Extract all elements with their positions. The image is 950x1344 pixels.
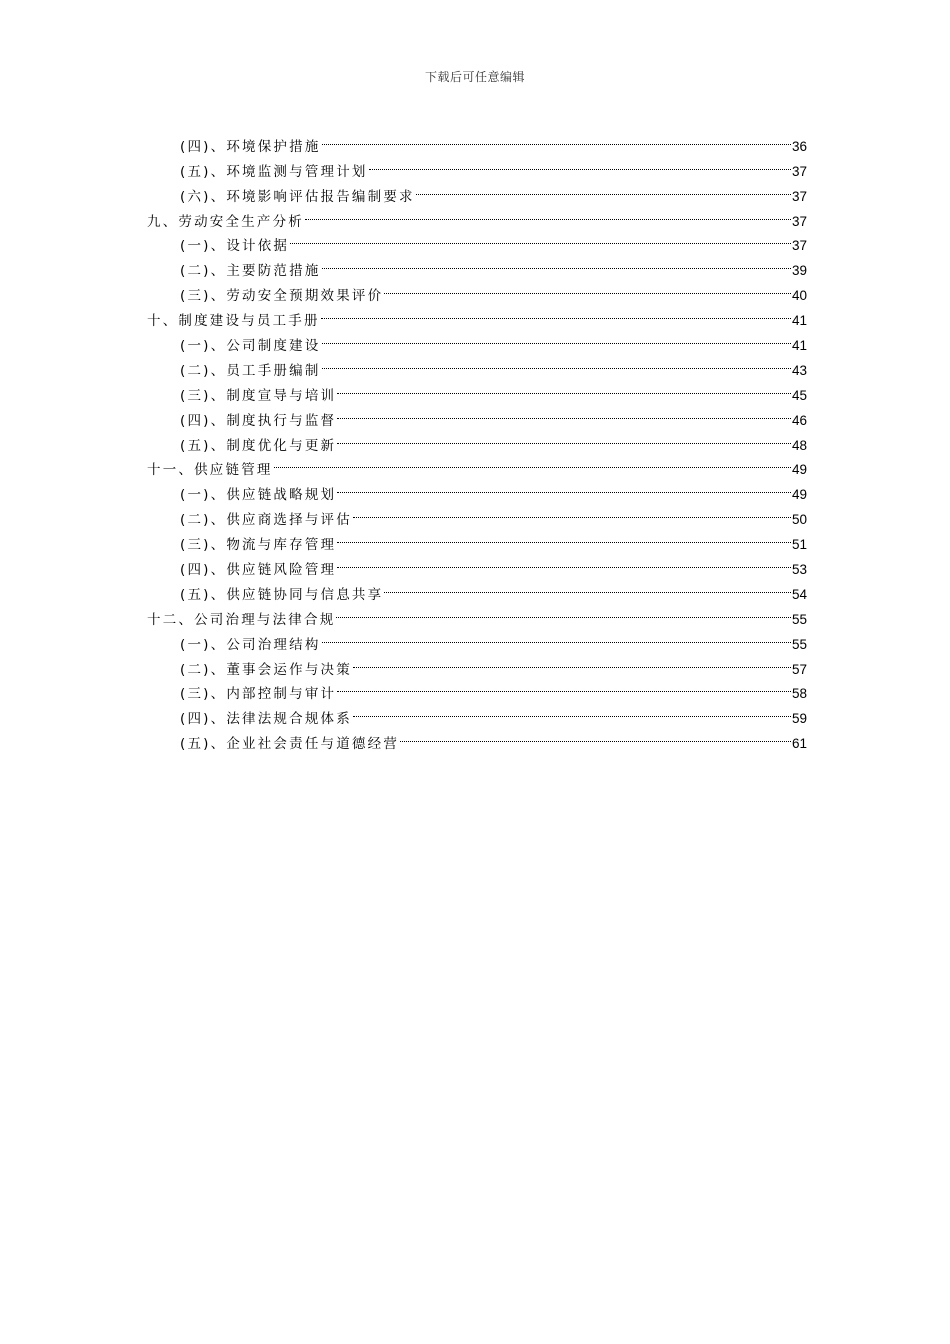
toc-entry-label: (五)、环境监测与管理计划 <box>180 163 368 180</box>
toc-entry-label: (五)、企业社会责任与道德经营 <box>180 736 400 753</box>
toc-dot-leader <box>305 201 791 226</box>
toc-entry-label: (二)、供应商选择与评估 <box>180 512 352 529</box>
toc-entry-page: 48 <box>791 437 807 453</box>
toc-entry-label: (一)、设计依据 <box>180 238 290 255</box>
toc-entry[interactable] <box>147 126 807 155</box>
toc-dot-leader <box>322 250 791 275</box>
toc-entry-label: (三)、物流与库存管理 <box>180 537 337 554</box>
toc-dot-leader <box>416 176 791 201</box>
toc-entry-label: 十、制度建设与员工手册 <box>147 313 320 330</box>
toc-entry-page: 37 <box>791 213 807 229</box>
toc-dot-leader <box>337 549 791 574</box>
toc-entry-label: (一)、供应链战略规划 <box>180 487 337 504</box>
toc-entry-page: 57 <box>791 661 807 677</box>
toc-entry-label: (四)、法律法规合规体系 <box>180 711 352 728</box>
toc-dot-leader <box>322 624 791 649</box>
toc-entry-page: 37 <box>791 188 807 204</box>
toc-dot-leader <box>337 474 791 499</box>
toc-entry-label: (三)、内部控制与审计 <box>180 686 337 703</box>
toc-entry-page: 37 <box>791 163 807 179</box>
toc-entry-page: 37 <box>791 238 807 254</box>
toc-dot-leader <box>321 300 791 325</box>
toc-entry-page: 49 <box>791 487 807 503</box>
toc-dot-leader <box>353 499 791 524</box>
toc-entry-label: (六)、环境影响评估报告编制要求 <box>180 188 415 205</box>
toc-dot-leader <box>353 698 791 723</box>
toc-entry-label: (五)、制度优化与更新 <box>180 437 337 454</box>
table-of-contents <box>147 126 807 753</box>
toc-entry-label: 十一、供应链管理 <box>147 462 273 479</box>
toc-entry-label: (二)、员工手册编制 <box>180 362 321 379</box>
toc-entry-page: 46 <box>791 412 807 428</box>
toc-entry-label: (一)、公司治理结构 <box>180 636 321 653</box>
toc-dot-leader <box>337 524 791 549</box>
toc-entry-label: (三)、劳动安全预期效果评价 <box>180 288 384 305</box>
toc-entry-label: (三)、制度宣导与培训 <box>180 387 337 404</box>
toc-dot-leader <box>353 649 791 674</box>
toc-entry-label: 十二、公司治理与法律合规 <box>147 611 336 628</box>
toc-entry-page: 41 <box>791 338 807 354</box>
toc-entry-page: 45 <box>791 387 807 403</box>
toc-entry-label: (四)、供应链风险管理 <box>180 562 337 579</box>
toc-dot-leader <box>336 599 791 624</box>
toc-entry-page: 53 <box>791 562 807 578</box>
toc-dot-leader <box>337 375 791 400</box>
toc-dot-leader <box>337 400 791 425</box>
toc-entry-label: 九、劳动安全生产分析 <box>147 213 304 230</box>
toc-entry-page: 43 <box>791 362 807 378</box>
toc-dot-leader <box>337 674 791 699</box>
page-header-note: 下载后可任意编辑 <box>424 70 525 84</box>
toc-entry-page: 59 <box>791 711 807 727</box>
toc-entry-label: (四)、制度执行与监督 <box>180 412 337 429</box>
toc-dot-leader <box>274 450 791 475</box>
toc-entry-page: 36 <box>791 138 807 154</box>
toc-dot-leader <box>290 226 791 251</box>
toc-entry-page: 61 <box>791 736 807 752</box>
toc-entry-page: 55 <box>791 636 807 652</box>
toc-entry-page: 54 <box>791 586 807 602</box>
toc-entry-page: 55 <box>791 611 807 627</box>
toc-dot-leader <box>337 425 791 450</box>
toc-entry-page: 40 <box>791 288 807 304</box>
toc-entry-label: (二)、董事会运作与决策 <box>180 661 352 678</box>
toc-dot-leader <box>322 325 791 350</box>
toc-entry-label: (二)、主要防范措施 <box>180 263 321 280</box>
toc-dot-leader <box>384 574 791 599</box>
toc-dot-leader <box>400 723 791 748</box>
toc-entry-label: (四)、环境保护措施 <box>180 138 321 155</box>
toc-dot-leader <box>369 151 791 176</box>
toc-entry-page: 51 <box>791 537 807 553</box>
toc-entry-page: 39 <box>791 263 807 279</box>
toc-entry-label: (一)、公司制度建设 <box>180 338 321 355</box>
toc-dot-leader <box>322 350 791 375</box>
toc-entry-page: 58 <box>791 686 807 702</box>
toc-entry-label: (五)、供应链协同与信息共享 <box>180 586 384 603</box>
toc-entry-page: 49 <box>791 462 807 478</box>
toc-dot-leader <box>322 126 791 151</box>
toc-entry-page: 41 <box>791 313 807 329</box>
toc-entry-page: 50 <box>791 512 807 528</box>
toc-dot-leader <box>384 275 791 300</box>
